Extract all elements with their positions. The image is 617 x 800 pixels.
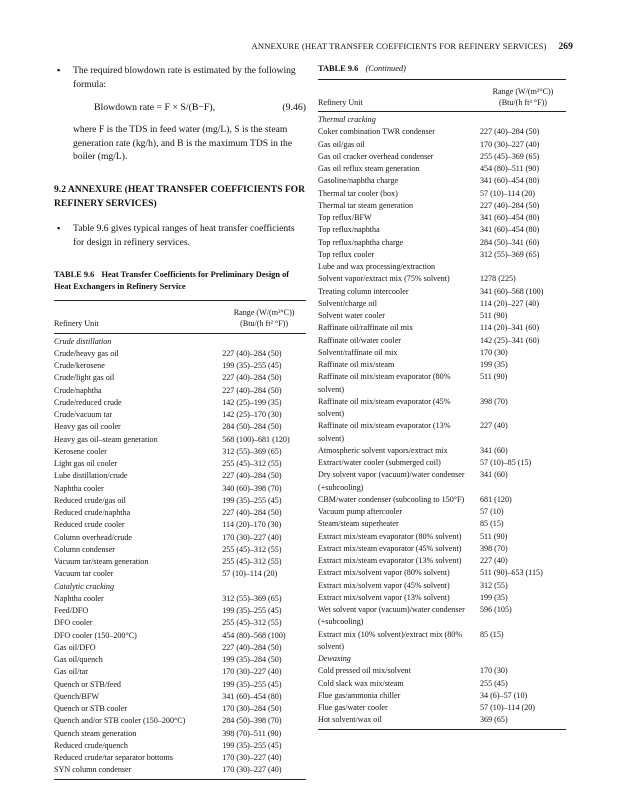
continued-caption-label: TABLE 9.6: [318, 64, 359, 73]
table-row: [318, 604, 566, 629]
range-cell: 227 (40)–284 (50): [480, 200, 540, 210]
left-column: [54, 64, 306, 780]
refinery-unit-cell: Top reflux cooler: [318, 249, 375, 259]
refinery-unit-cell: Raffinate oil mix/steam evaporator (13% solvent): [318, 421, 451, 443]
table-row: [318, 629, 566, 654]
table-row: [54, 691, 306, 703]
column-header-unit-spacer: [318, 80, 480, 98]
range-cell: 511 (90): [480, 311, 508, 321]
range-cell: 284 (50)–341 (60): [480, 237, 540, 247]
page-number: 269: [558, 42, 573, 52]
refinery-unit-cell: Raffinate oil/raffinate oil mix: [318, 323, 414, 333]
range-cell: 85 (15): [480, 519, 504, 529]
range-cell: 85 (15): [480, 629, 504, 639]
table-row: [318, 531, 566, 543]
table-row: [54, 446, 306, 458]
refinery-unit-cell: Top reflux/naphtha charge: [318, 237, 404, 247]
range-cell: 227 (40)–284 (50): [222, 348, 282, 358]
table-row: [318, 188, 566, 200]
refinery-unit-cell: Atmospheric solvent vapors/extract mix: [318, 445, 448, 455]
range-cell: 312 (55)–369 (65): [480, 249, 540, 259]
table-row: [54, 458, 306, 470]
column-header-unit: Refinery Unit: [318, 98, 480, 112]
range-cell: 57 (10)–114 (20): [222, 569, 278, 579]
refinery-unit-cell: Raffinate oil mix/steam: [318, 360, 395, 370]
refinery-unit-cell: Thermal cracking: [318, 115, 376, 125]
refinery-unit-cell: Kerosene cooler: [54, 446, 107, 456]
running-title: ANNEXURE (HEAT TRANSFER COEFFICIENTS FOR REFINERY SERVICES): [251, 41, 547, 51]
table-row: [318, 543, 566, 555]
range-cell: 255 (45): [480, 678, 508, 688]
range-cell: [222, 333, 306, 348]
refinery-unit-cell: Light gas oil cooler: [54, 459, 118, 469]
refinery-unit-cell: Extract mix/steam evaporator (80% solvent): [318, 531, 462, 541]
table-row: [54, 617, 306, 629]
refinery-unit-cell: Reduced crude/tar separator bottoms: [54, 753, 173, 763]
refinery-unit-cell: Lube distillation/crude: [54, 471, 128, 481]
table-row: [318, 347, 566, 359]
range-cell: [222, 581, 306, 593]
section-row: [318, 112, 566, 127]
table-row: [318, 224, 566, 236]
table-row: [318, 580, 566, 592]
refinery-unit-cell: Quench or STB/feed: [54, 679, 121, 689]
refinery-unit-cell: Crude/kerosene: [54, 361, 105, 371]
table-row: [318, 151, 566, 163]
range-cell: 199 (35)–255 (45): [222, 606, 282, 616]
refinery-unit-cell: Solvent vapor/extract mix (75% solvent): [318, 274, 450, 284]
table-body: [54, 333, 306, 779]
equation-number: (9.46): [282, 102, 306, 114]
table-row: [54, 556, 306, 568]
table-row: [54, 752, 306, 764]
refinery-unit-cell: Catalytic cracking: [54, 581, 115, 591]
range-cell: 454 (80)–568 (100): [222, 630, 286, 640]
range-cell: 398 (70): [480, 396, 508, 406]
refinery-unit-cell: Extract mix (10% solvent)/extract mix (80% solvent): [318, 629, 463, 651]
table-row: [318, 469, 566, 494]
refinery-unit-cell: Top reflux/naphtha: [318, 225, 380, 235]
table-row: [54, 372, 306, 384]
section-row: [318, 653, 566, 665]
refinery-unit-cell: Crude/naphtha: [54, 385, 102, 395]
table-row: [54, 715, 306, 727]
table-row: [54, 544, 306, 556]
table-row: [318, 359, 566, 371]
table-row: [318, 139, 566, 151]
refinery-unit-cell: Column overhead/crude: [54, 532, 132, 542]
table-row: [54, 495, 306, 507]
range-cell: 398 (70): [480, 543, 508, 553]
refinery-unit-cell: Crude/light gas oil: [54, 373, 115, 383]
refinery-unit-cell: Dewaxing: [318, 654, 351, 664]
table-row: [318, 420, 566, 445]
refinery-unit-cell: Flue gas/water cooler: [318, 703, 388, 713]
range-cell: 57 (10)–114 (20): [480, 188, 535, 198]
range-cell: 170 (30)–227 (40): [222, 764, 306, 779]
right-column: [318, 64, 566, 730]
refinery-unit-cell: Wet solvent vapor (vacuum)/water condenser (+subcooling): [318, 605, 465, 627]
table-row: [318, 506, 566, 518]
table-row: [318, 457, 566, 469]
refinery-unit-cell: Naphtha cooler: [54, 483, 104, 493]
table-row: [54, 385, 306, 397]
table-row: [54, 654, 306, 666]
range-cell: 227 (40)–284 (50): [480, 127, 540, 137]
refinery-unit-cell: Flue gas/ammonia chiller: [318, 690, 401, 700]
section-heading: 9.2 ANNEXURE (HEAT TRANSFER COEFFICIENTS FOR REFINERY SERVICES): [54, 183, 306, 209]
table-row: [318, 518, 566, 530]
refinery-unit-cell: Raffinate oil mix/steam evaporator (80% solvent): [318, 372, 451, 394]
range-cell: 57 (10)–114 (20): [480, 703, 535, 713]
table-row: [54, 740, 306, 752]
refinery-unit-cell: Quench or STB cooler: [54, 704, 128, 714]
range-cell: 227 (40)–284 (50): [222, 471, 282, 481]
range-cell: 341 (60)–454 (80): [480, 176, 540, 186]
refinery-unit-cell: Cold pressed oil mix/solvent: [318, 666, 411, 676]
range-cell: 170 (30): [480, 347, 508, 357]
table-row: [54, 434, 306, 446]
table-row: [54, 360, 306, 372]
table-row: [318, 690, 566, 702]
refinery-unit-cell: Heavy gas oil cooler: [54, 422, 121, 432]
refinery-unit-cell: Crude/heavy gas oil: [54, 348, 119, 358]
range-cell: 114 (20)–170 (30): [222, 520, 282, 530]
refinery-unit-cell: Reduced crude/naphtha: [54, 508, 131, 518]
refinery-unit-cell: Gas oil/tar: [54, 667, 88, 677]
range-cell: 227 (40)–284 (50): [222, 385, 282, 395]
range-cell: 170 (30): [480, 666, 508, 676]
refinery-unit-cell: Gas oil reflux steam generation: [318, 164, 420, 174]
table-row: [318, 567, 566, 579]
range-cell: 57 (10)–85 (15): [480, 458, 532, 468]
table-row: [54, 593, 306, 605]
table-row: [318, 445, 566, 457]
refinery-unit-cell: Quench/BFW: [54, 691, 99, 701]
table-row: [318, 555, 566, 567]
range-cell: 681 (120): [480, 494, 512, 504]
refinery-unit-cell: Crude/reduced crude: [54, 397, 122, 407]
range-cell: 341 (60)–454 (80): [480, 225, 540, 235]
range-cell: 255 (45)–312 (55): [222, 557, 282, 567]
table-row: [318, 592, 566, 604]
refinery-unit-cell: Gas oil/quench: [54, 655, 103, 665]
refinery-unit-cell: Extract mix/steam evaporator (13% solvent): [318, 556, 462, 566]
range-cell: 596 (105): [480, 605, 512, 615]
refinery-unit-cell: Extract mix/solvent vapor (80% solvent): [318, 568, 450, 578]
refinery-unit-cell: Solvent/raffinate oil mix: [318, 347, 398, 357]
range-cell: 341 (60)–454 (80): [480, 213, 540, 223]
running-header: [252, 41, 573, 52]
range-cell: 341 (60): [480, 445, 508, 455]
range-cell: 199 (35): [480, 360, 508, 370]
refinery-unit-cell: CBM/water condenser (subcooling to 150°F): [318, 494, 465, 504]
refinery-unit-cell: Raffinate oil/water cooler: [318, 335, 402, 345]
range-cell: 199 (35)–255 (45): [222, 679, 282, 689]
column-header-range-units: (Btu/(h ft² °F)): [222, 319, 306, 333]
range-cell: 114 (20)–227 (40): [480, 298, 540, 308]
range-cell: 199 (35)–255 (45): [222, 361, 282, 371]
table-intro: ▪ Table 9.6 gives typical ranges of heat transfer coefficients for design in refinery services.: [54, 222, 306, 249]
range-cell: 199 (35)–255 (45): [222, 495, 282, 505]
table-row: [54, 532, 306, 544]
blowdown-equation: [54, 102, 306, 113]
table-row: [54, 519, 306, 531]
table-row: [54, 397, 306, 409]
range-cell: 170 (30)–227 (40): [480, 139, 540, 149]
refinery-unit-cell: Naphtha cooler: [54, 593, 104, 603]
refinery-unit-cell: Reduced crude/gas oil: [54, 495, 126, 505]
refinery-unit-cell: Cold slack wax mix/steam: [318, 678, 404, 688]
range-cell: [480, 653, 566, 665]
table-row: [318, 163, 566, 175]
range-cell: 511 (90): [480, 372, 508, 382]
table-row: [318, 286, 566, 298]
table-row: [54, 348, 306, 360]
coefficient-table: [54, 300, 306, 779]
table-row: [318, 310, 566, 322]
refinery-unit-cell: Gasoline/naphtha charge: [318, 176, 399, 186]
refinery-unit-cell: Thermal tar steam generation: [318, 200, 414, 210]
refinery-unit-cell: SYN column condenser: [54, 764, 222, 779]
refinery-unit-cell: Coker combination TWR condenser: [318, 127, 435, 137]
range-cell: 341 (60): [480, 470, 508, 480]
table-row: [54, 679, 306, 691]
refinery-unit-cell: Hot solvent/wax oil: [318, 714, 480, 729]
table-row: [54, 630, 306, 642]
section-row: [54, 333, 306, 348]
refinery-unit-cell: Lube and wax processing/extraction: [318, 262, 436, 272]
table-row: [318, 237, 566, 249]
range-cell: 227 (40)–284 (50): [222, 508, 282, 518]
refinery-unit-cell: Crude distillation: [54, 336, 112, 346]
refinery-unit-cell: Column condenser: [54, 544, 115, 554]
table-row: [318, 678, 566, 690]
range-cell: 340 (60)–398 (70): [222, 483, 282, 493]
table-row: [318, 322, 566, 334]
range-cell: 369 (65): [480, 714, 566, 729]
range-cell: 568 (100)–681 (120): [222, 434, 290, 444]
table-row: [318, 200, 566, 212]
refinery-unit-cell: Raffinate oil mix/steam evaporator (45% solvent): [318, 396, 451, 419]
range-cell: 114 (20)–341 (60): [480, 323, 540, 333]
range-cell: 312 (55)–369 (65): [222, 446, 282, 456]
refinery-unit-cell: Top reflux/BFW: [318, 213, 372, 223]
table-row: [54, 642, 306, 654]
refinery-unit-cell: Treating column intercooler: [318, 286, 409, 296]
refinery-unit-cell: Gas oil cracker overhead condenser: [318, 151, 434, 161]
range-cell: 142 (25)–199 (35): [222, 397, 282, 407]
refinery-unit-cell: DFO cooler (150–200°C): [54, 630, 137, 640]
table-row: [318, 273, 566, 285]
table-caption-text: Heat Transfer Coefficients for Preliminary Design of Heat Exchangers in Refinery Service: [54, 270, 290, 292]
table-row: [318, 126, 566, 138]
range-cell: 312 (55): [480, 580, 508, 590]
range-cell: 57 (10): [480, 507, 504, 517]
refinery-unit-cell: Reduced crude/quench: [54, 740, 128, 750]
refinery-unit-cell: Thermal tar cooler (box): [318, 188, 398, 198]
range-cell: 170 (30)–227 (40): [222, 532, 282, 542]
table-row: [318, 665, 566, 677]
table-body: [318, 112, 566, 730]
range-cell: 227 (40): [480, 421, 508, 431]
table-row: [318, 371, 566, 396]
range-cell: [480, 112, 566, 127]
refinery-unit-cell: Extract/water cooler (submerged coil): [318, 458, 441, 468]
range-cell: 341 (60)–568 (100): [480, 286, 544, 296]
table-row: [54, 764, 306, 779]
refinery-unit-cell: Heavy gas oil–steam generation: [54, 434, 158, 444]
table-row: [318, 396, 566, 421]
refinery-unit-cell: Steam/steam superheater: [318, 519, 399, 529]
table-row: [318, 212, 566, 224]
range-cell: 398 (70)–511 (90): [222, 728, 282, 738]
refinery-unit-cell: Dry solvent vapor (vacuum)/water condenser (+subcooling): [318, 470, 465, 492]
range-cell: 170 (30)–227 (40): [222, 667, 282, 677]
section-row: [54, 581, 306, 593]
table-row: [54, 728, 306, 740]
range-cell: 142 (25)–341 (60): [480, 335, 540, 345]
column-header-unit-spacer: [54, 301, 222, 319]
continued-caption-text: (Continued): [365, 64, 406, 73]
table-row: [318, 714, 566, 729]
refinery-unit-cell: Extract mix/solvent vapor (13% solvent): [318, 592, 450, 602]
continued-caption: [318, 64, 566, 73]
table-row: [54, 507, 306, 519]
table-row: [54, 666, 306, 678]
table-row: [54, 483, 306, 495]
range-cell: 511 (90): [480, 531, 508, 541]
range-cell: 255 (45)–312 (55): [222, 618, 282, 628]
table-row: [318, 494, 566, 506]
equation-body: Blowdown rate = F × S/(B−F),: [94, 102, 216, 114]
column-header-unit: Refinery Unit: [54, 319, 222, 333]
range-cell: 312 (55)–369 (65): [222, 593, 282, 603]
refinery-unit-cell: Vacuum tar cooler: [54, 569, 114, 579]
coefficient-table-continued: [318, 79, 566, 730]
column-header-range-units: (Btu/(h ft² °F)): [480, 98, 566, 112]
table-caption: [54, 269, 306, 293]
refinery-unit-cell: Extract mix/steam evaporator (45% solvent): [318, 543, 462, 553]
range-cell: 511 (90)–653 (115): [480, 568, 543, 578]
range-cell: 34 (6)–57 (10): [480, 690, 528, 700]
range-cell: 170 (30)–284 (50): [222, 704, 282, 714]
refinery-unit-cell: Crude/vacuum tar: [54, 410, 113, 420]
range-cell: 227 (40)–284 (50): [222, 373, 282, 383]
range-cell: 142 (25)–170 (30): [222, 410, 282, 420]
table-row: [54, 470, 306, 482]
refinery-unit-cell: Solvent/charge oil: [318, 298, 377, 308]
where-paragraph: where F is the TDS in feed water (mg/L), S is the steam generation rate (kg/h), and B is the maximum TDS in the boiler (mg/L).: [73, 124, 293, 163]
range-cell: 255 (45)–312 (55): [222, 459, 282, 469]
table-row: [318, 298, 566, 310]
table-row: [318, 261, 566, 273]
range-cell: 199 (35)–284 (50): [222, 655, 282, 665]
range-cell: 170 (30)–227 (40): [222, 753, 282, 763]
refinery-unit-cell: Reduced crude cooler: [54, 520, 125, 530]
range-cell: 227 (40)–284 (50): [222, 642, 282, 652]
column-header-range: Range (W/(m²°C)): [222, 301, 306, 319]
refinery-unit-cell: Quench and/or STB cooler (150–200°C): [54, 716, 186, 726]
table-row: [318, 335, 566, 347]
refinery-unit-cell: Gas oil/DFO: [54, 642, 96, 652]
table-row: [54, 409, 306, 421]
refinery-unit-cell: Gas oil/gas oil: [318, 139, 365, 149]
table-row: [54, 605, 306, 617]
table-caption-label: TABLE 9.6: [54, 270, 95, 280]
range-cell: 1278 (225): [480, 274, 516, 284]
refinery-unit-cell: Feed/DFO: [54, 606, 89, 616]
range-cell: 199 (35): [480, 592, 508, 602]
refinery-unit-cell: DFO cooler: [54, 618, 93, 628]
table-row: [318, 249, 566, 261]
table-row: [318, 702, 566, 714]
table-row: [54, 421, 306, 433]
range-cell: 255 (45)–369 (65): [480, 151, 540, 161]
table-row: [318, 175, 566, 187]
range-cell: [480, 261, 566, 273]
range-cell: 454 (80)–511 (90): [480, 164, 540, 174]
refinery-unit-cell: Vacuum pump aftercooler: [318, 507, 403, 517]
refinery-unit-cell: Extract mix/solvent vapor (45% solvent): [318, 580, 450, 590]
range-cell: 284 (50)–284 (50): [222, 422, 282, 432]
range-cell: 284 (50)–398 (70): [222, 716, 282, 726]
refinery-unit-cell: Quench steam generation: [54, 728, 137, 738]
blowdown-intro: ▪ The required blowdown rate is estimated by the following formula:: [54, 64, 306, 91]
range-cell: 199 (35)–255 (45): [222, 740, 282, 750]
refinery-unit-cell: Solvent water cooler: [318, 311, 385, 321]
range-cell: 341 (60)–454 (80): [222, 691, 282, 701]
column-header-range: Range (W/(m²°C)): [480, 80, 566, 98]
refinery-unit-cell: Vacuum tar/steam generation: [54, 557, 149, 567]
range-cell: 255 (45)–312 (55): [222, 544, 282, 554]
range-cell: 227 (40): [480, 556, 508, 566]
table-row: [54, 568, 306, 580]
table-row: [54, 703, 306, 715]
